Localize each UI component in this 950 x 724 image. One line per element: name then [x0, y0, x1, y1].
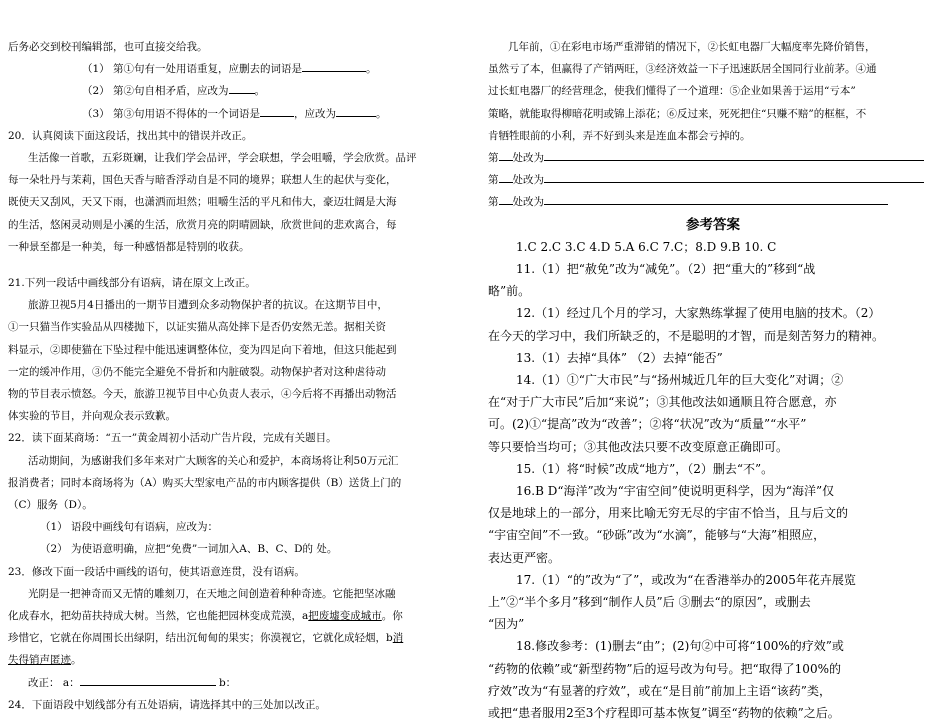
answer-line: [488, 702, 938, 724]
line-text: 11.（1）把“赦免”改为“减免”。（2）把“重大的”移到“战: [516, 262, 816, 277]
line-text: 活动期间，为感谢我们多年来对广大顾客的关心和爱护，本商场将让利50万元汇: [28, 454, 399, 467]
line-text: 改正： a：: [28, 676, 80, 689]
answer-blank[interactable]: [260, 103, 294, 117]
answer-line: [488, 325, 938, 347]
answer-line: [488, 413, 938, 435]
answer-line: [488, 680, 938, 702]
text-line: [8, 147, 474, 169]
text-line: [8, 694, 474, 716]
text-line: [8, 538, 474, 560]
line-text: “宇宙空间”不一致。“砂砾”改为“水滴”，能够与“大海”相照应，: [488, 528, 826, 543]
line-text: 光阴是一把神奇而又无情的雕刻刀，在天地之间创造着种种奇迹。它能把坚冰融: [28, 587, 396, 600]
line-text: 仅是地球上的一部分，用来比喻无穷无尽的宇宙不恰当，且与后文的: [488, 506, 849, 521]
line-text: 报消费者；同时本商场将为（A）购买大型家电产品的市内顾客提供（B）送货上门的: [8, 476, 402, 489]
text-line: [8, 583, 474, 605]
answer-blank[interactable]: [336, 103, 376, 117]
text-line: [8, 294, 474, 316]
line-text: 几年前，①在彩电市场严重滞销的情况下，②长虹电器厂大幅度率先降价销售，: [508, 41, 876, 53]
line-text: 一定的缓冲作用，③仍不能完全避免不骨折和内脏破裂。动物保护者对这种虐待动: [8, 365, 386, 378]
text-line: [8, 36, 474, 58]
line-text: 化成春水，把幼苗扶持成大树。当然，它也能把园林变成荒漠，a: [8, 610, 309, 623]
line-text: 虽然亏了本，但赢得了产销两旺，③经济效益一下子迅速跃居全国同行业前茅。④通: [488, 63, 877, 76]
line-text: 21.下列一段话中画线部分有语病，请在原文上改正。: [8, 277, 256, 290]
answer-line: [488, 591, 938, 613]
text-line: [8, 605, 474, 627]
line-text: 疗效”改为“有显著的疗效”，或在“是目前”前加上主语“该药”类，: [488, 683, 831, 698]
answer-list: [488, 236, 938, 724]
text-line: [8, 427, 474, 449]
text-line: [8, 494, 474, 516]
line-prefix: 第: [488, 174, 499, 187]
underlined-sentence: 消: [392, 632, 404, 645]
text-line: [8, 472, 474, 494]
answer-line: [488, 280, 938, 302]
answers-heading: 参考答案: [686, 216, 740, 233]
answer-line: [488, 391, 938, 413]
answer-line: [488, 502, 938, 524]
line-text: 略”前。: [488, 284, 531, 299]
answer-line: [488, 524, 938, 546]
question-24-passage: [488, 36, 938, 147]
line-text: 15.（1）将“时候”改成“地方”，（2）删去“不”。: [516, 461, 774, 476]
answer-line: [488, 236, 938, 258]
line-text: （3） 第③句用语不得体的一个词语是: [82, 107, 261, 120]
item-number-blank[interactable]: [499, 191, 513, 205]
left-column: [8, 36, 474, 716]
line-text: 料显示，②即使猫在下坠过程中能迅速调整体位，变为四足向下着地，但这只能起到: [8, 343, 397, 356]
line-text: 可。(2)①“提高”改为“改善”；②将“状况”改为“质量”“水平”: [488, 417, 807, 432]
line-text: （C）服务（D）。: [8, 499, 93, 512]
line-text: 上”②“半个多月”移到“制作人员”后 ③删去“的原因”，或删去: [488, 595, 811, 610]
text-line: [488, 58, 938, 80]
text-line: [8, 361, 474, 383]
line-text: 14.（1）①“广大市民”与“扬州城近几年的巨大变化”对调；②: [516, 373, 844, 388]
line-text: 肯牺牲眼前的小利，弄不好到头来是连血本都会亏掉的。: [488, 129, 751, 142]
answer-line: [488, 369, 938, 391]
text-line: [8, 214, 474, 236]
text-line: [8, 516, 474, 538]
answer-line: [488, 436, 938, 458]
line-text: 17.（1）“的”改为“了”，或改为“在香港举办的2005年花卉展览: [516, 572, 856, 587]
text-line: [8, 383, 474, 405]
text-line: [488, 36, 938, 58]
text-line: [8, 125, 474, 147]
line-text: 22．读下面某商场：“五一”黄金周初小活动广告片段，完成有关题目。: [8, 432, 337, 445]
answer-line: [488, 658, 938, 680]
correction-line: [488, 191, 938, 213]
text-line: [8, 272, 474, 294]
right-column: [488, 36, 938, 724]
line-prefix: 第: [488, 152, 499, 165]
answer-line: [488, 635, 938, 657]
line-text: “药物的依赖”或“新型药物”后的逗号改为句号。把“取得了100%的: [488, 661, 841, 676]
line-text: 物的节目表示愤怒。今天，旅游卫视节目中心负责人表示，④今后将不再播出动物活: [8, 388, 397, 401]
line-text: ，应改为: [294, 107, 337, 120]
line-text: 或把“患者服用2至3个疗程即可基本恢复”调至“药物的依赖”之后。: [488, 706, 840, 721]
line-text: 13.（1）去掉“具体” （2）去掉“能否”: [516, 350, 723, 365]
line-text: 。: [376, 107, 387, 120]
answer-blank[interactable]: [544, 191, 888, 205]
text-line: [8, 80, 474, 102]
line-text: 生活像一首歌，五彩斑斓，让我们学会品评，学会联想，学会咀嚼，学会欣赏。品评: [28, 152, 417, 165]
line-text: 20．认真阅读下面这段话，找出其中的错误并改正。: [8, 129, 253, 142]
answer-blank[interactable]: [302, 58, 366, 72]
line-text: 表达更严密。: [488, 550, 561, 565]
line-text: （1） 第①句有一处用语重复，应删去的词语是: [82, 63, 303, 76]
text-line: [488, 103, 938, 125]
text-line: [8, 191, 474, 213]
line-text: b：: [215, 676, 237, 689]
answer-line: [488, 613, 938, 635]
text-line: [8, 236, 474, 258]
line-text: 24．下面语段中划线部分有五处语病，请选择其中的三处加以改正。: [8, 698, 326, 711]
item-number-blank[interactable]: [499, 147, 513, 161]
line-text: 等只要恰当均可；③其他改法只要不改变原意正确即可。: [488, 439, 789, 454]
line-text: 体实验的节目，并向观众表示致歉。: [8, 410, 176, 423]
line-text: 。你: [381, 610, 403, 623]
line-text: 的生活，悠闲灵动则是小溪的生活，欣赏月亮的阴晴圆缺，欣赏世间的悲欢离合，每: [8, 218, 397, 231]
text-line: [8, 450, 474, 472]
text-line: [488, 125, 938, 147]
text-line: [8, 339, 474, 361]
line-text: （1） 语段中画线句有语病，应改为：: [40, 521, 219, 534]
text-line: [8, 58, 474, 80]
spacer: [8, 258, 474, 272]
line-text: ①一只猫当作实验品从四楼抛下，以证实猫从高处摔下是否仍安然无恙。据相关资: [8, 321, 386, 334]
answer-line: [488, 569, 938, 591]
line-text: 在今天的学习中，我们所缺乏的，不是聪明的才智，而是刻苦努力的精神。: [488, 328, 885, 343]
text-line: [8, 316, 474, 338]
line-text: 旅游卫视5月4日播出的一期节目遭到众多动物保护者的抗议。在这期节目中，: [28, 299, 388, 312]
line-text: 处改为: [512, 196, 544, 209]
answer-line: [488, 302, 938, 324]
line-text: 18.修改参考：(1)删去“由”；(2)句②中可将“100%的疗效”或: [516, 639, 844, 654]
line-text: 12.（1）经过几个月的学习，大家熟练掌握了使用电脑的技术。（2）: [516, 306, 881, 321]
line-text: 在“对于广大市民”后加“来说”；③其他改法如通顺且符合愿意，亦: [488, 395, 837, 410]
line-text: 策略，就能取得柳暗花明或锦上添花；⑥反过来，死死把住“只赚不赔”的框框，不: [488, 107, 867, 120]
text-line: [8, 627, 474, 649]
line-text: 一种景至都是一种美，每一种感悟都是特别的收获。: [8, 240, 250, 253]
line-text: 。: [254, 85, 266, 98]
answer-line: [488, 480, 938, 502]
answer-line: [488, 547, 938, 569]
text-line: [8, 103, 474, 125]
line-text: 后务必交到校刊编辑部，也可直接交给我。: [8, 41, 208, 53]
text-line: [8, 561, 474, 583]
line-prefix: 第: [488, 196, 499, 209]
answer-blank[interactable]: [229, 80, 255, 94]
line-text: （2） 为使语意明确，应把“免费”一词加入A、B、C、D的 处。: [40, 543, 338, 556]
text-line: [8, 649, 474, 671]
underlined-sentence: 失得销声匿迹: [8, 654, 71, 667]
line-text: 每一朵牡丹与茉莉，国色天香与暗香浮动自是不同的境界；联想人生的起伏与变化，: [8, 174, 397, 187]
line-text: 处改为: [512, 152, 544, 165]
answer-line: [488, 347, 938, 369]
line-text: “因为”: [488, 617, 525, 632]
line-text: 过长虹电器厂的经营理念，使我们懂得了一个道理：⑤企业如果善于运用“亏本”: [488, 85, 856, 98]
answer-line: [488, 458, 938, 480]
text-line: [8, 672, 474, 694]
line-text: 1.C 2.C 3.C 4.D 5.A 6.C 7.C；8.D 9.B 10. C: [516, 239, 777, 254]
line-text: 既使天又刮风，天又下雨，也潇洒而坦然；咀嚼生活的平凡和伟大，豪迈壮阔是大海: [8, 196, 397, 209]
line-text: 23．修改下面一段话中画线的语句，使其语意连贯，没有语病。: [8, 565, 305, 578]
line-text: 16.B D“海洋”改为“宇宙空间”使说明更科学，因为“海洋”仅: [516, 484, 835, 499]
correction-lines: [488, 147, 938, 214]
correction-line: [488, 169, 938, 191]
text-line: [8, 169, 474, 191]
line-text: 珍惜它，它就在你周围长出绿阴，结出沉甸甸的果实；你漠视它，它就化成轻烟，b: [8, 632, 393, 645]
answer-line: [488, 258, 938, 280]
line-text: 。: [71, 654, 82, 667]
answer-blank[interactable]: [544, 147, 924, 161]
correction-line: [488, 147, 938, 169]
text-line: [8, 405, 474, 427]
underlined-sentence: 把废墟变成城市: [308, 610, 382, 623]
answer-blank[interactable]: [544, 169, 924, 183]
answer-blank[interactable]: [80, 672, 216, 686]
line-text: 。: [366, 63, 377, 76]
line-text: （2） 第②句自相矛盾，应改为: [82, 85, 229, 98]
text-line: [488, 80, 938, 102]
line-text: 处改为: [512, 174, 544, 187]
item-number-blank[interactable]: [499, 169, 513, 183]
